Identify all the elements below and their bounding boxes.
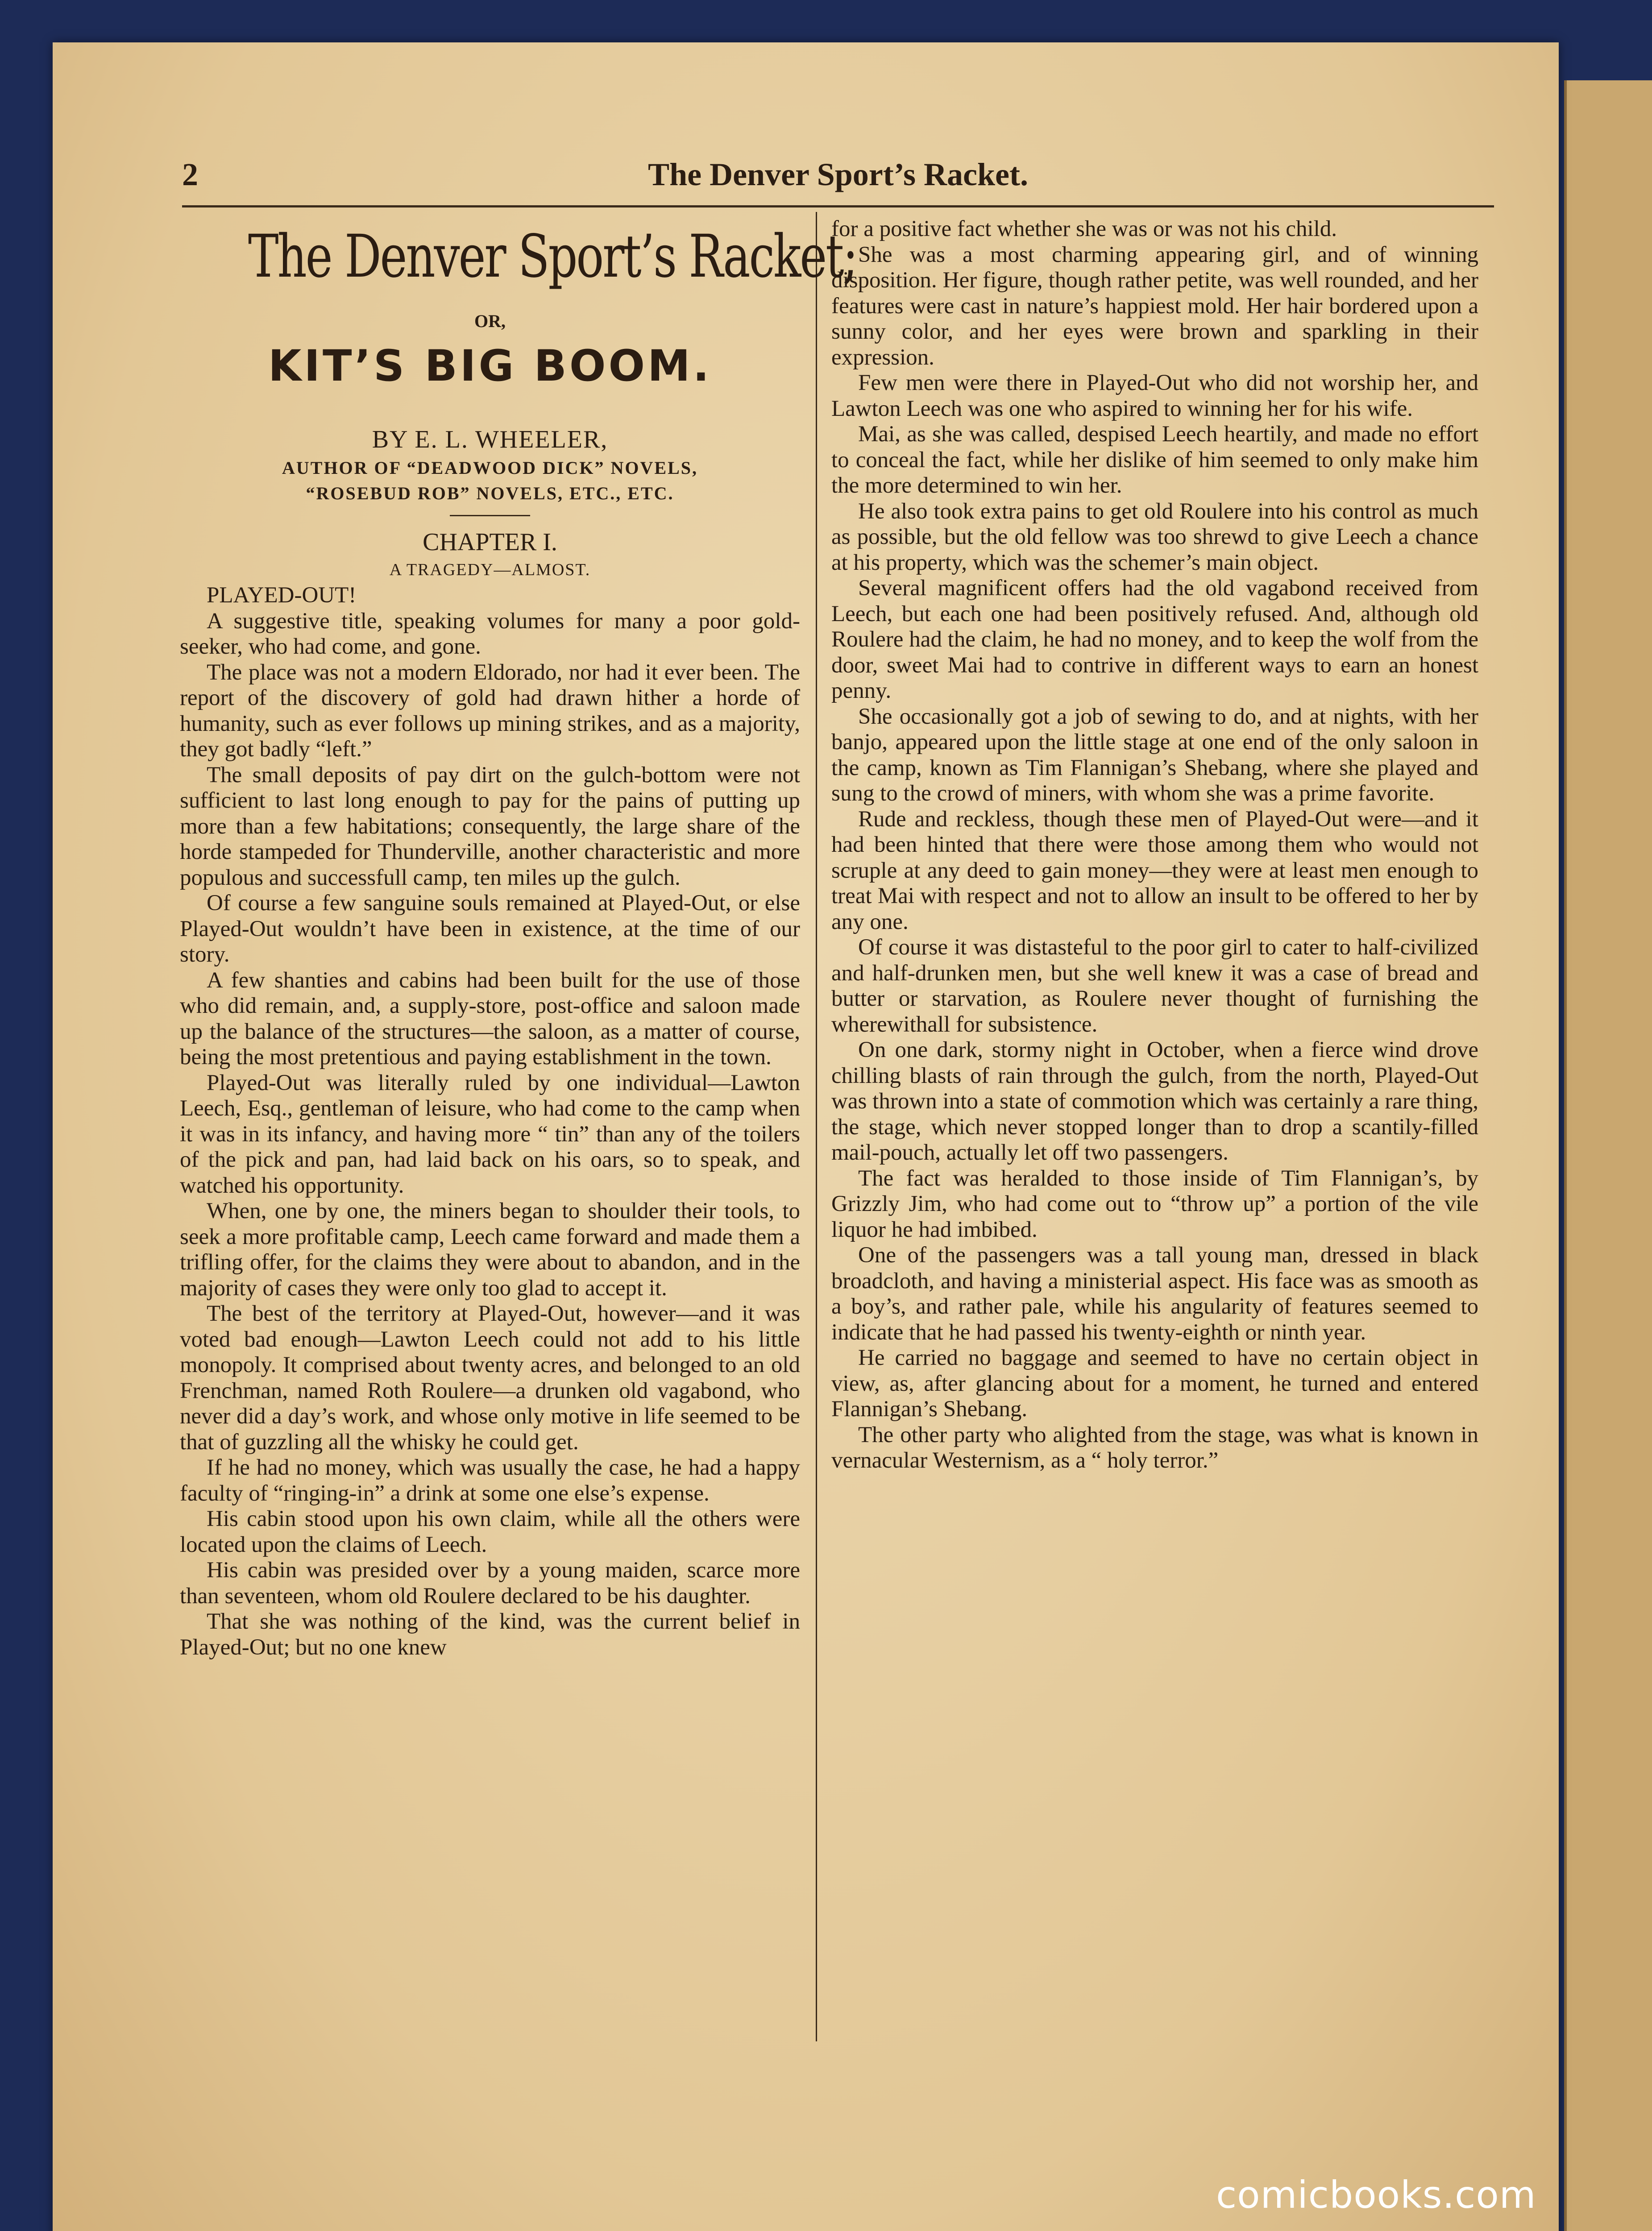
paragraph: The other party who alighted from the stage, was what is known in vernacular Westernism, as a “ holy terror.” xyxy=(831,1422,1478,1473)
chapter-heading: CHAPTER I. xyxy=(423,528,557,556)
paragraph: One of the passengers was a tall young man, dressed in black broadcloth, and having a ministerial aspect. His face was as smooth as a boy’s, and rather pale, while his angularity of features seemed to indicate that he had passed his twenty-eighth or ninth year. xyxy=(831,1243,1478,1345)
paragraph: The best of the territory at Played-Out, however—and it was voted bad enough—Lawton Leech could not add to his little monopoly. It comprised about twenty acres, and belonged to an old Frenchman, named Roth Roulere—a drunken old vagabond, who never did a day’s work, and whose only motive in life seemed to be that of guzzling all the whisky he could get. xyxy=(180,1301,800,1455)
paragraph: His cabin was presided over by a young maiden, scarce more than seventeen, whom old Roulere declared to be his daughter. xyxy=(180,1558,800,1609)
paragraph: He also took extra pains to get old Roulere into his control as much as possible, but the old fellow was too shrewd to give Leech a chance at his property, which was the schemer’s main object. xyxy=(831,498,1478,575)
paragraph: She was a most charming appearing girl, and of winning disposition. Her figure, though rather petite, was well rounded, and her features were cast in nature’s happiest mold. Her hair bordered upon a sunny color, and her eyes were brown and sparkling in their expression. xyxy=(831,242,1478,370)
author-credits-line-1: AUTHOR OF “DEADWOOD DICK” NOVELS, xyxy=(282,458,698,478)
running-head xyxy=(182,156,1494,210)
paragraph: for a positive fact whether she was or was not his child. xyxy=(831,216,1337,241)
paragraph: Of course a few sanguine souls remained at Played-Out, or else Played-Out wouldn’t have been in existence, at the time of our story. xyxy=(180,891,800,967)
newspaper-page xyxy=(53,42,1559,2231)
running-title: The Denver Sport’s Racket. xyxy=(648,157,1028,192)
author-credits-line-2: “ROSEBUD ROB” NOVELS, ETC., ETC. xyxy=(306,483,674,503)
left-column xyxy=(180,216,857,1660)
paragraph: A few shanties and cabins had been built for the use of those who did remain, and, a supply-store, post-office and saloon made up the balance of the structures—the saloon, as a matter of course, being the most pretentious and paying establishment in the town. xyxy=(180,967,800,1070)
story-subtitle: KIT’S BIG BOOM. xyxy=(268,341,712,391)
paragraph: She occasionally got a job of sewing to do, and at nights, with her banjo, appeared upon the little stage at one end of the only saloon in the camp, known as Tim Flannigan’s Shebang, where she played and sung to the crowd of miners, with whom she was a prime favorite. xyxy=(831,704,1478,806)
byline: BY E. L. WHEELER, xyxy=(372,426,608,453)
title-or: OR, xyxy=(474,311,506,331)
paragraph: Of course it was distasteful to the poor girl to cater to half-civilized and half-drunken men, but she well knew it was a case of bread and butter or starvation, as Roulere never thought of furnishing the wherewithall for subsistence. xyxy=(831,935,1478,1037)
paragraph: On one dark, stormy night in October, when a fierce wind drove chilling blasts of rain through the gulch, from the north, Played-Out was thrown into a state of commotion which was certainly a rare thing, the stage, which never stopped longer than to drop a scantily-filled mail-pouch, actually let off two passengers. xyxy=(831,1037,1478,1165)
paragraph: A suggestive title, speaking volumes for many a poor gold-seeker, who had come, and gone. xyxy=(180,608,800,659)
paragraph: His cabin stood upon his own claim, while all the others were located upon the claims of Leech. xyxy=(180,1506,800,1557)
paragraph: Mai, as she was called, despised Leech heartily, and made no effort to conceal the fact, while her dislike of him seemed to only make him the more determined to win her. xyxy=(831,422,1478,498)
right-column xyxy=(831,216,1478,1474)
header-rule xyxy=(182,205,1494,207)
column-divider xyxy=(816,212,817,2041)
next-page-edge xyxy=(1564,80,1652,2231)
paragraph: Played-Out was literally ruled by one individual—Lawton Leech, Esq., gentleman of leisure, who had come to the camp when it was in its infancy, and having more “ tin” than any of the toilers of the pick and pan, had laid back on his oars, so to speak, and watched his opportunity. xyxy=(180,1070,800,1198)
paragraph: If he had no money, which was usually the case, he had a happy faculty of “ringing-in” a drink at some one else’s expense. xyxy=(180,1455,800,1506)
paragraph: He carried no baggage and seemed to have no certain object in view, as, after glancing about for a moment, he turned and entered Flannigan’s Shebang. xyxy=(831,1345,1478,1422)
title-block xyxy=(180,221,857,583)
paragraph: The fact was heralded to those inside of Tim Flannigan’s, by Grizzly Jim, who had come out to “throw up” a portion of the vile liquor he had imbibed. xyxy=(831,1165,1478,1242)
paragraph: Rude and reckless, though these men of Played-Out were—and it had been hinted that there were those among them who would not scruple at any deed to gain money—they were at least men enough to treat Mai with respect and not to allow an insult to be offered to her by any one. xyxy=(831,806,1478,934)
paragraph: Several magnificent offers had the old vagabond received from Leech, but each one had been positively refused. And, although old Roulere had the claim, he had no money, and to keep the wolf from the door, sweet Mai had to contrive in different ways to earn an honest penny. xyxy=(831,576,1478,703)
chapter-subheading: A TRAGEDY—ALMOST. xyxy=(389,560,591,579)
paragraph: The small deposits of pay dirt on the gulch-bottom were not sufficient to last long enough to pay for the pains of putting up more than a few habitations; consequently, the large share of the horde stampeded for Thunderville, another characteristic and more populous and successfull camp, ten miles up the gulch. xyxy=(180,762,800,890)
watermark: comicbooks.com xyxy=(1216,2173,1536,2217)
opening-line: PLAYED-OUT! xyxy=(207,583,357,608)
paragraph: The place was not a modern Eldorado, nor had it ever been. The report of the discovery of gold had drawn hither a horde of humanity, such as ever follows up mining strikes, and as a majority, they got badly “left.” xyxy=(180,659,800,762)
story-title: The Denver Sport’s Racket; xyxy=(248,222,857,291)
page-number: 2 xyxy=(182,157,198,192)
paragraph: Few men were there in Played-Out who did not worship her, and Lawton Leech was one who aspired to winning her for his wife. xyxy=(831,370,1478,421)
title-rule xyxy=(450,515,530,516)
paragraph: That she was nothing of the kind, was the current belief in Played-Out; but no one knew xyxy=(180,1609,800,1660)
paragraph: When, one by one, the miners began to shoulder their tools, to seek a more profitable camp, Leech came forward and made them a trifling offer, for the claims they were about to abandon, and in the majority of cases they were only too glad to accept it. xyxy=(180,1198,800,1301)
